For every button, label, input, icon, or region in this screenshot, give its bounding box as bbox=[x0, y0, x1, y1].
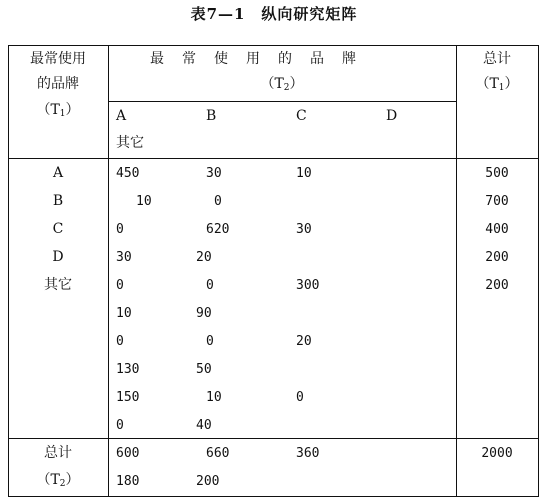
cell-value: 150 bbox=[116, 390, 140, 405]
row-label-a: A bbox=[52, 165, 64, 181]
row-header-line1: 最常使用 bbox=[30, 51, 86, 67]
col-brand-d: D bbox=[386, 108, 398, 124]
cell-value: 20 bbox=[196, 250, 212, 265]
row-total: 400 bbox=[485, 222, 509, 237]
cell-value: 10 bbox=[206, 390, 222, 405]
cell-value: 10 bbox=[116, 306, 132, 321]
cell-value: 0 bbox=[116, 278, 124, 293]
label-col-rule bbox=[108, 45, 109, 497]
footer-cell: 180 bbox=[116, 474, 140, 489]
col-brand-b: B bbox=[206, 108, 217, 124]
row-label-b: B bbox=[52, 193, 64, 209]
cell-value: 0 bbox=[206, 278, 214, 293]
row-total: 500 bbox=[485, 166, 509, 181]
cell-value: 0 bbox=[116, 222, 124, 237]
footer-cell: 660 bbox=[206, 446, 230, 461]
row-header-line3: $(T_1)$ bbox=[36, 102, 80, 119]
cell-value: 0 bbox=[206, 334, 214, 349]
header-bottom-rule bbox=[8, 158, 539, 159]
footer-cell: 200 bbox=[196, 474, 220, 489]
total-col-rule bbox=[456, 45, 457, 497]
table-top-border bbox=[8, 45, 539, 46]
row-header-line2: 的品牌 bbox=[37, 76, 79, 92]
footer-top-rule bbox=[8, 438, 539, 439]
table-title: 表7—1 纵向研究矩阵 bbox=[190, 5, 358, 23]
total-header-line2: $(T_1)$ bbox=[475, 76, 519, 93]
cell-value: 450 bbox=[116, 166, 140, 181]
col-group-header: 最 常 使 用 的 品 牌 bbox=[150, 51, 358, 67]
cell-value: 40 bbox=[196, 418, 212, 433]
cell-value: 30 bbox=[206, 166, 222, 181]
row-label-other: 其它 bbox=[44, 277, 72, 293]
cell-value: 30 bbox=[296, 222, 312, 237]
footer-cell: 360 bbox=[296, 446, 320, 461]
cell-value: 10 bbox=[296, 166, 312, 181]
total-header-line1: 总计 bbox=[483, 51, 511, 67]
row-total: 200 bbox=[485, 250, 509, 265]
col-brand-c: C bbox=[296, 108, 307, 124]
col-group-sub: $(T_2)$ bbox=[260, 76, 304, 93]
cell-value: 130 bbox=[116, 362, 140, 377]
footer-cell: 600 bbox=[116, 446, 140, 461]
cell-value: 30 bbox=[116, 250, 132, 265]
footer-label-line2: $(T_2)$ bbox=[36, 472, 80, 489]
row-total: 700 bbox=[485, 194, 509, 209]
col-brand-a: A bbox=[116, 108, 127, 124]
cell-value: 300 bbox=[296, 278, 320, 293]
cell-value: 0 bbox=[296, 390, 304, 405]
table-right-border bbox=[538, 45, 539, 497]
header-sub-rule bbox=[108, 101, 456, 102]
col-brand-other: 其它 bbox=[116, 135, 144, 151]
table-bottom-border bbox=[8, 496, 539, 497]
grand-total: 2000 bbox=[481, 446, 513, 461]
row-label-c: C bbox=[52, 221, 64, 237]
cell-value: 20 bbox=[296, 334, 312, 349]
cell-value: 90 bbox=[196, 306, 212, 321]
cell-value: 620 bbox=[206, 222, 230, 237]
row-total: 200 bbox=[485, 278, 509, 293]
cell-value: 0 bbox=[116, 418, 124, 433]
matrix-table bbox=[8, 45, 539, 497]
cell-value: 0 bbox=[214, 194, 222, 209]
cell-value: 0 bbox=[116, 334, 124, 349]
row-label-d: D bbox=[52, 249, 64, 265]
cell-value: 10 bbox=[136, 194, 152, 209]
footer-label-line1: 总计 bbox=[44, 445, 72, 461]
cell-value: 50 bbox=[196, 362, 212, 377]
